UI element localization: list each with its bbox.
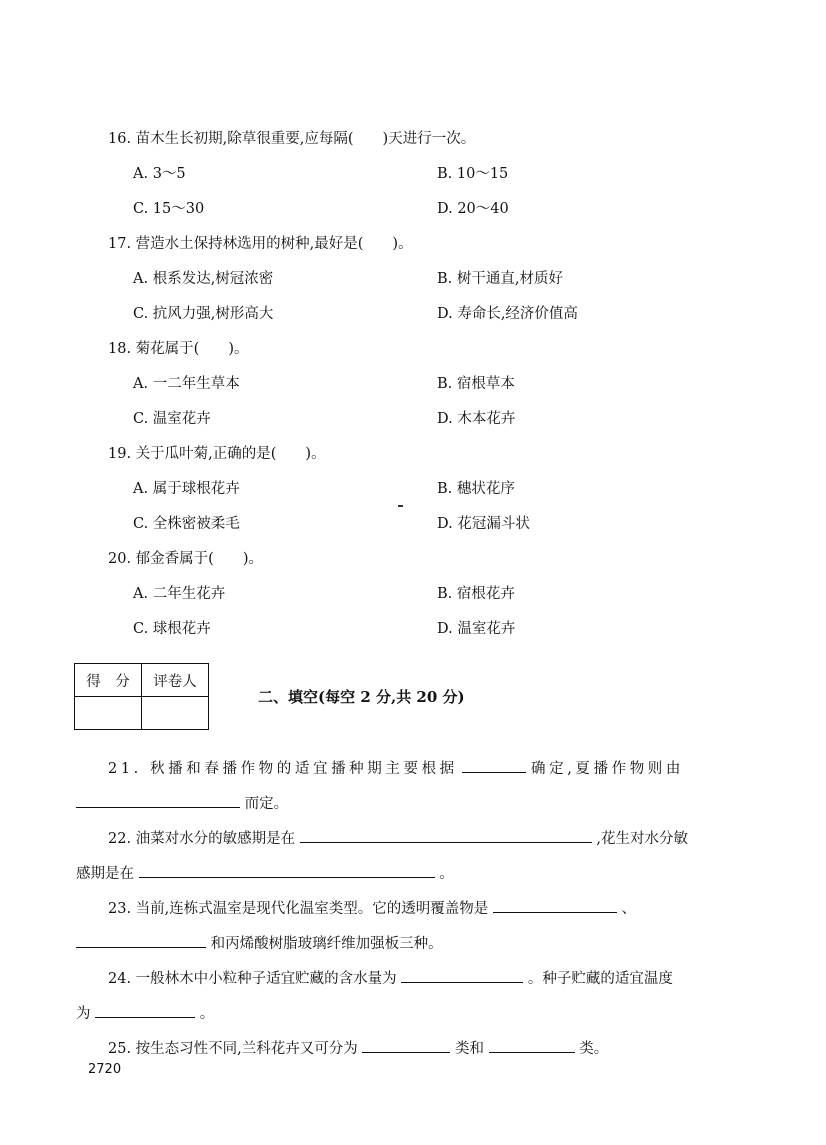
blank-21-1[interactable]: [462, 758, 526, 773]
question-17-option-a: A. 根系发达,树冠浓密: [133, 271, 274, 287]
question-25-text-a: 25. 按生态习性不同,兰科花卉又可分为: [108, 1041, 358, 1057]
blank-24-2[interactable]: [95, 1003, 195, 1018]
question-21-text-b: 确定,夏播作物则由: [531, 761, 685, 777]
question-20-option-c: C. 球根花卉: [133, 621, 211, 637]
question-23-line-2: [76, 932, 443, 953]
question-19-option-d: D. 花冠漏斗状: [437, 516, 530, 532]
question-23-text-b: 、: [621, 901, 636, 917]
question-17-stem: 17. 营造水土保持林选用的树种,最好是( )。: [108, 236, 413, 252]
question-24-line-2: [76, 1002, 214, 1023]
question-16-stem: 16. 苗木生长初期,除草很重要,应每隔( )天进行一次。: [108, 131, 476, 147]
question-19-option-c: C. 全株密被柔毛: [133, 516, 240, 532]
blank-23-1[interactable]: [493, 898, 617, 913]
question-24-text-d: 。: [199, 1006, 215, 1022]
question-23-text-a: 23. 当前,连栋式温室是现代化温室类型。它的透明覆盖物是: [108, 901, 489, 917]
question-20-option-b: B. 宿根花卉: [437, 586, 515, 602]
question-18-option-b: B. 宿根草本: [437, 376, 515, 392]
section-title: 二、填空(每空 2 分,共 20 分): [258, 688, 465, 706]
blank-21-2[interactable]: [76, 793, 240, 808]
question-23-text-c: 和丙烯酸树脂玻璃纤维加强板三种。: [210, 936, 443, 952]
question-25-line-1: [108, 1037, 608, 1058]
question-21-text-a: 21. 秋播和春播作物的适宜播种期主要根据: [108, 761, 458, 777]
question-21-text-c: 而定。: [244, 796, 289, 812]
page-number: 2720: [88, 1062, 122, 1077]
question-16-option-b: B. 10～15: [437, 166, 509, 182]
question-16-option-a: A. 3～5: [133, 166, 186, 182]
question-18-option-c: C. 温室花卉: [133, 411, 211, 427]
question-16-option-c: C. 15～30: [133, 201, 205, 217]
question-18-option-a: A. 一二年生草本: [133, 376, 240, 392]
question-23-line-1: [108, 897, 636, 918]
question-22-line-1: [108, 827, 688, 848]
question-22-text-a: 22. 油菜对水分的敏感期是在: [108, 831, 296, 847]
question-25-text-c: 类。: [579, 1041, 609, 1057]
question-17-option-d: D. 寿命长,经济价值高: [437, 306, 578, 322]
score-table: [74, 663, 209, 730]
question-22-text-b: ,花生对水分敏: [596, 831, 688, 847]
question-16-option-d: D. 20～40: [437, 201, 509, 217]
blank-23-2[interactable]: [76, 933, 206, 948]
question-17-option-b: B. 树干通直,材质好: [437, 271, 563, 287]
question-21-line-1: [108, 757, 684, 778]
question-20-option-a: A. 二年生花卉: [133, 586, 226, 602]
blank-25-2[interactable]: [489, 1038, 575, 1053]
score-cell[interactable]: [75, 697, 142, 730]
grader-cell[interactable]: [142, 697, 209, 730]
question-22-text-c: 感期是在: [76, 866, 134, 882]
question-24-text-b: 。种子贮藏的适宜温度: [527, 971, 673, 987]
question-19-option-b: B. 穗状花序: [437, 481, 515, 497]
question-22-text-d: 。: [439, 866, 454, 882]
question-24-text-c: 为: [76, 1006, 91, 1022]
scan-speck: [398, 505, 403, 507]
question-19-stem: 19. 关于瓜叶菊,正确的是( )。: [108, 446, 326, 462]
question-18-stem: 18. 菊花属于( )。: [108, 341, 249, 357]
score-header: 得 分: [75, 664, 142, 697]
question-21-line-2: [76, 792, 288, 813]
question-17-option-c: C. 抗风力强,树形高大: [133, 306, 274, 322]
blank-24-1[interactable]: [401, 968, 523, 983]
question-19-option-a: A. 属于球根花卉: [133, 481, 240, 497]
question-20-option-d: D. 温室花卉: [437, 621, 516, 637]
grader-header: 评卷人: [142, 664, 209, 697]
blank-22-1[interactable]: [300, 828, 592, 843]
question-18-option-d: D. 木本花卉: [437, 411, 516, 427]
question-20-stem: 20. 郁金香属于( )。: [108, 551, 263, 567]
blank-22-2[interactable]: [139, 863, 435, 878]
question-22-line-2: [76, 862, 454, 883]
question-24-text-a: 24. 一般林木中小粒种子适宜贮藏的含水量为: [108, 971, 397, 987]
question-24-line-1: [108, 967, 673, 988]
question-25-text-b: 类和: [455, 1041, 484, 1057]
blank-25-1[interactable]: [362, 1038, 450, 1053]
